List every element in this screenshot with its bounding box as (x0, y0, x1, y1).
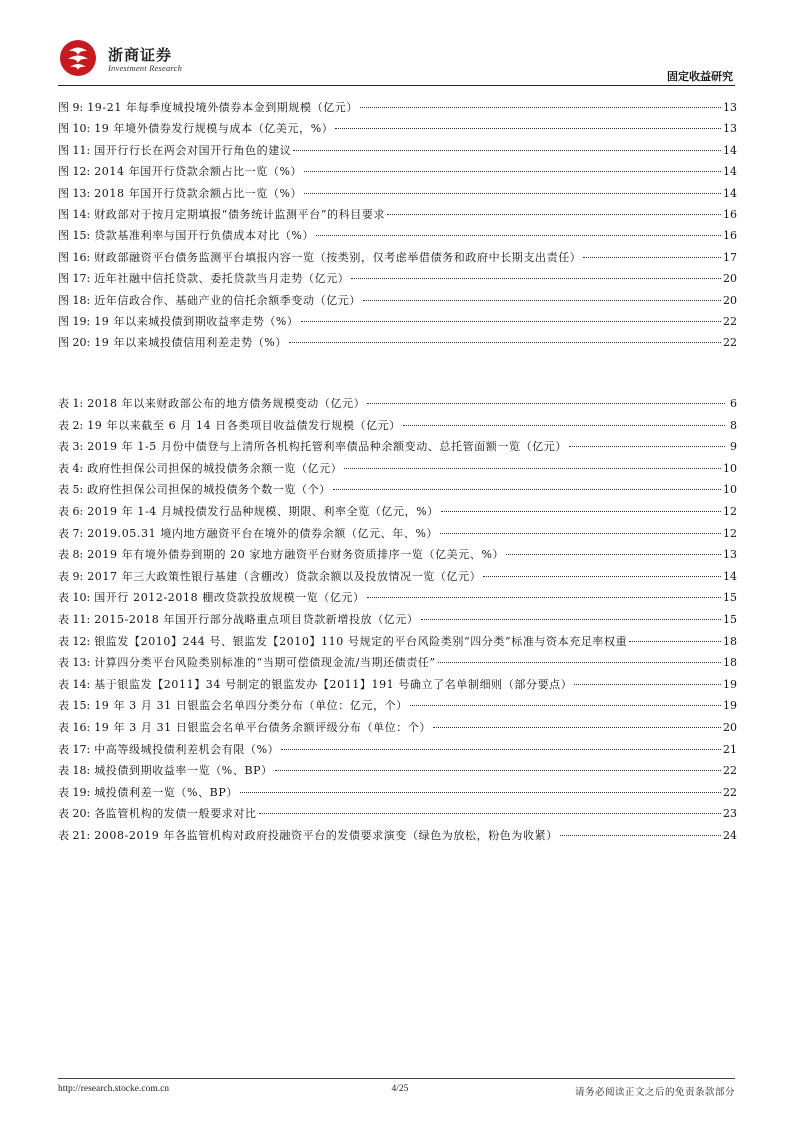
entry-page-number: 18 (723, 656, 737, 670)
entry-title: 计算四分类平台风险类别标准的“当期可偿债现金流/当期还债责任” (94, 656, 436, 670)
entry-title: 19 年以来城投债到期收益率走势（%） (94, 314, 299, 328)
entry-page-number: 20 (723, 272, 737, 286)
entry-page-number: 20 (723, 720, 737, 734)
entry-page-number: 14 (723, 143, 737, 157)
entry-label: 表 2: (58, 418, 84, 432)
figure-index (58, 99, 737, 356)
footer-divider (58, 1078, 735, 1079)
zheshang-securities-logo-icon (58, 38, 98, 78)
entry-label: 表 13: (58, 656, 91, 670)
entry-label: 表 14: (58, 677, 91, 691)
entry-page-number: 14 (723, 165, 737, 179)
dot-leader (574, 684, 721, 685)
entry-page-number: 22 (723, 764, 737, 778)
entry-title: 2008-2019 年各监管机构对政府投融资平台的发债要求演变（绿色为放松，粉色为收紧） (94, 828, 558, 842)
entry-title: 国开行行长在两会对国开行角色的建议 (94, 143, 292, 157)
entry-label: 图 20: (58, 336, 91, 350)
entry-title: 城投债到期收益率一览（%、BP） (94, 764, 273, 778)
entry-label: 表 18: (58, 764, 91, 778)
dot-leader (304, 171, 721, 172)
entry-title: 近年社融中信托贷款、委托贷款当月走势（亿元） (94, 272, 350, 286)
dot-leader (438, 662, 721, 663)
entry-label: 表 20: (58, 807, 91, 821)
entry-label: 表 21: (58, 828, 91, 842)
entry-page-number: 12 (723, 526, 737, 540)
entry-page-number: 16 (723, 207, 737, 221)
table-entry[interactable] (58, 654, 737, 676)
entry-page-number: 15 (723, 612, 737, 626)
dot-leader (560, 835, 721, 836)
entry-label: 表 12: (58, 634, 91, 648)
dot-leader (410, 705, 721, 706)
entry-page-number: 13 (723, 548, 737, 562)
entry-page-number: 17 (723, 250, 737, 264)
entry-label: 图 14: (58, 207, 91, 221)
entry-title: 19 年以来截至 6 月 14 日各类项目收益债发行规模（亿元） (87, 418, 401, 432)
dot-leader (316, 235, 721, 236)
entry-title: 2019 年 1-5 月份中债登与上清所各机构托管利率债品种余额变动、总托管面额一览（亿元） (87, 440, 567, 454)
dot-leader (506, 554, 721, 555)
entry-page-number: 22 (723, 785, 737, 799)
entry-title: 银监发【2010】244 号、银监发【2010】110 号规定的平台风险类别“四分类”标准与资本充足率权重 (94, 634, 628, 648)
entry-page-number: 10 (723, 483, 737, 497)
dot-leader (441, 511, 721, 512)
entry-title: 各监管机构的发债一般要求对比 (94, 807, 257, 821)
entry-label: 表 5: (58, 483, 84, 497)
dot-leader (304, 193, 721, 194)
table-entry[interactable] (58, 827, 737, 849)
figure-entry[interactable] (58, 249, 737, 270)
entry-title: 2019 年 1-4 月城投债发行品种规模、期限、利率全览（亿元，%） (87, 504, 439, 518)
entry-title: 2015-2018 年国开行部分战略重点项目贷款新增投放（亿元） (94, 612, 419, 626)
entry-page-number: 15 (723, 591, 737, 605)
section-label: 固定收益研究 (667, 70, 733, 83)
entry-title: 中高等级城投债利差机会有限（%） (94, 742, 280, 756)
table-entry[interactable] (58, 417, 737, 439)
entry-label: 图 11: (58, 143, 91, 157)
entry-title: 国开行 2012-2018 棚改贷款投放规模一览（亿元） (94, 591, 365, 605)
entry-label: 表 6: (58, 504, 84, 518)
dot-leader (367, 597, 721, 598)
entry-title: 2018 年国开行贷款余额占比一览（%） (94, 186, 303, 200)
entry-label: 表 8: (58, 548, 84, 562)
dot-leader (421, 619, 721, 620)
table-entry[interactable] (58, 784, 737, 806)
entry-page-number: 24 (723, 828, 737, 842)
entry-page-number: 13 (723, 122, 737, 136)
footer-url: http://research.stocke.com.cn (58, 1084, 170, 1094)
entry-label: 图 15: (58, 229, 91, 243)
entry-label: 表 16: (58, 720, 91, 734)
dot-leader (387, 214, 721, 215)
entry-page-number: 22 (723, 314, 737, 328)
table-entry[interactable] (58, 395, 737, 417)
entry-label: 图 10: (58, 122, 91, 136)
entry-title: 19 年 3 月 31 日银监会名单四分类分布（单位：亿元，个） (94, 699, 408, 713)
figure-entry[interactable] (58, 120, 737, 141)
entry-label: 图 9: (58, 101, 84, 114)
dot-leader (629, 641, 721, 642)
table-entry[interactable] (58, 546, 737, 568)
dot-leader (259, 813, 721, 814)
table-entry[interactable] (58, 676, 737, 698)
entry-label: 表 19: (58, 785, 91, 799)
entry-title: 财政部融资平台债务监测平台填报内容一览（按类别，仅考虑举借债务和政府中长期支出责任） (94, 250, 582, 264)
header-divider (58, 85, 735, 86)
table-entry[interactable] (58, 525, 737, 547)
entry-page-number: 10 (723, 461, 737, 475)
table-entry[interactable] (58, 611, 737, 633)
table-entry[interactable] (58, 460, 737, 482)
entry-title: 贷款基准利率与国开行负债成本对比（%） (94, 229, 315, 243)
table-entry[interactable] (58, 438, 737, 460)
table-entry[interactable] (58, 481, 737, 503)
entry-page-number: 20 (723, 293, 737, 307)
entry-title: 近年信政合作、基础产业的信托余额季变动（亿元） (94, 293, 362, 307)
entry-title: 城投债利差一览（%、BP） (94, 785, 238, 799)
entry-page-number: 12 (723, 504, 737, 518)
dot-leader (583, 257, 721, 258)
table-entry[interactable] (58, 633, 737, 655)
entry-title: 19 年 3 月 31 日银监会名单平台债务余额评级分布（单位：个） (94, 720, 432, 734)
entry-label: 表 11: (58, 612, 91, 626)
figure-entry[interactable] (58, 227, 737, 248)
figure-entry[interactable] (58, 163, 737, 184)
table-entry[interactable] (58, 762, 737, 784)
dot-leader (289, 342, 721, 343)
entry-page-number: 19 (723, 677, 737, 691)
footer-disclaimer: 请务必阅读正文之后的免责条款部分 (574, 1087, 735, 1098)
table-entry[interactable] (58, 719, 737, 741)
entry-label: 图 13: (58, 186, 91, 200)
entry-label: 表 7: (58, 526, 84, 540)
entry-title: 2018 年以来财政部公布的地方债务规模变动（亿元） (87, 397, 366, 410)
figure-entry[interactable] (58, 334, 737, 355)
entry-label: 表 4: (58, 461, 84, 475)
entry-page-number: 13 (723, 101, 737, 114)
entry-page-number: 16 (723, 229, 737, 243)
brand-subtitle: Investment Research (108, 63, 183, 73)
entry-title: 2019 年有境外债券到期的 20 家地方融资平台财务资质排序一览（亿美元、%） (87, 548, 505, 562)
entry-title: 基于银监发【2011】34 号制定的银监发办【2011】191 号确立了名单制细则（部分要点） (94, 677, 573, 691)
entry-title: 19 年以来城投债信用利差走势（%） (94, 336, 287, 350)
entry-title: 2019.05.31 境内地方融资平台在境外的债券余额（亿元、年、%） (87, 526, 439, 540)
entry-label: 表 9: (58, 569, 84, 583)
entry-page-number: 18 (723, 634, 737, 648)
entry-page-number: 23 (723, 807, 737, 821)
entry-page-number: 9 (730, 440, 737, 454)
entry-title: 2014 年国开行贷款余额占比一览（%） (94, 165, 303, 179)
entry-page-number: 6 (730, 397, 737, 410)
table-entry[interactable] (58, 805, 737, 827)
dot-leader (440, 533, 721, 534)
dot-leader (281, 749, 721, 750)
figure-entry[interactable] (58, 142, 737, 163)
entry-page-number: 19 (723, 699, 737, 713)
page-number: 4/25 (391, 1084, 409, 1094)
entry-label: 表 17: (58, 742, 91, 756)
table-entry[interactable] (58, 697, 737, 719)
figure-entry[interactable] (58, 206, 737, 227)
entry-label: 表 15: (58, 699, 91, 713)
entry-label: 图 19: (58, 314, 91, 328)
entry-label: 图 18: (58, 293, 91, 307)
dot-leader (403, 425, 725, 426)
entry-label: 表 10: (58, 591, 91, 605)
entry-label: 表 1: (58, 397, 84, 410)
dot-leader (433, 727, 721, 728)
entry-title: 财政部对于按月定期填报“债务统计监测平台”的科目要求 (94, 207, 386, 221)
table-entry[interactable] (58, 741, 737, 763)
dot-leader (483, 576, 721, 577)
figure-entry[interactable] (58, 313, 737, 334)
dot-leader (275, 770, 721, 771)
figure-entry[interactable] (58, 270, 737, 291)
figure-entry[interactable] (58, 185, 737, 206)
table-index (58, 395, 737, 848)
entry-page-number: 14 (723, 186, 737, 200)
table-entry[interactable] (58, 503, 737, 525)
entry-label: 图 17: (58, 272, 91, 286)
entry-label: 图 12: (58, 165, 91, 179)
entry-page-number: 21 (723, 742, 737, 756)
dot-leader (301, 321, 721, 322)
dot-leader (335, 128, 721, 129)
page-header (0, 0, 793, 90)
entry-page-number: 22 (723, 336, 737, 350)
dot-leader (240, 792, 721, 793)
dot-leader (363, 300, 721, 301)
dot-leader (367, 403, 725, 404)
dot-leader (351, 278, 721, 279)
dot-leader (569, 446, 725, 447)
entry-page-number: 8 (730, 418, 737, 432)
brand-name: 浙商证券 (108, 46, 173, 64)
table-entry[interactable] (58, 589, 737, 611)
dot-leader (333, 489, 721, 490)
dot-leader (344, 468, 721, 469)
table-entry[interactable] (58, 568, 737, 590)
figure-entry[interactable] (58, 99, 737, 120)
entry-label: 图 16: (58, 250, 91, 264)
entry-title: 政府性担保公司担保的城投债务余额一览（亿元） (87, 461, 343, 475)
entry-title: 政府性担保公司担保的城投债务个数一览（个） (87, 483, 331, 497)
entry-label: 表 3: (58, 440, 84, 454)
entry-page-number: 14 (723, 569, 737, 583)
dot-leader (360, 107, 721, 108)
entry-title: 19-21 年每季度城投境外债券本金到期规模（亿元） (87, 101, 359, 114)
figure-entry[interactable] (58, 292, 737, 313)
entry-title: 2017 年三大政策性银行基建（含棚改）贷款余额以及投放情况一览（亿元） (87, 569, 482, 583)
dot-leader (293, 150, 721, 151)
entry-title: 19 年境外债券发行规模与成本（亿美元，%） (94, 122, 334, 136)
